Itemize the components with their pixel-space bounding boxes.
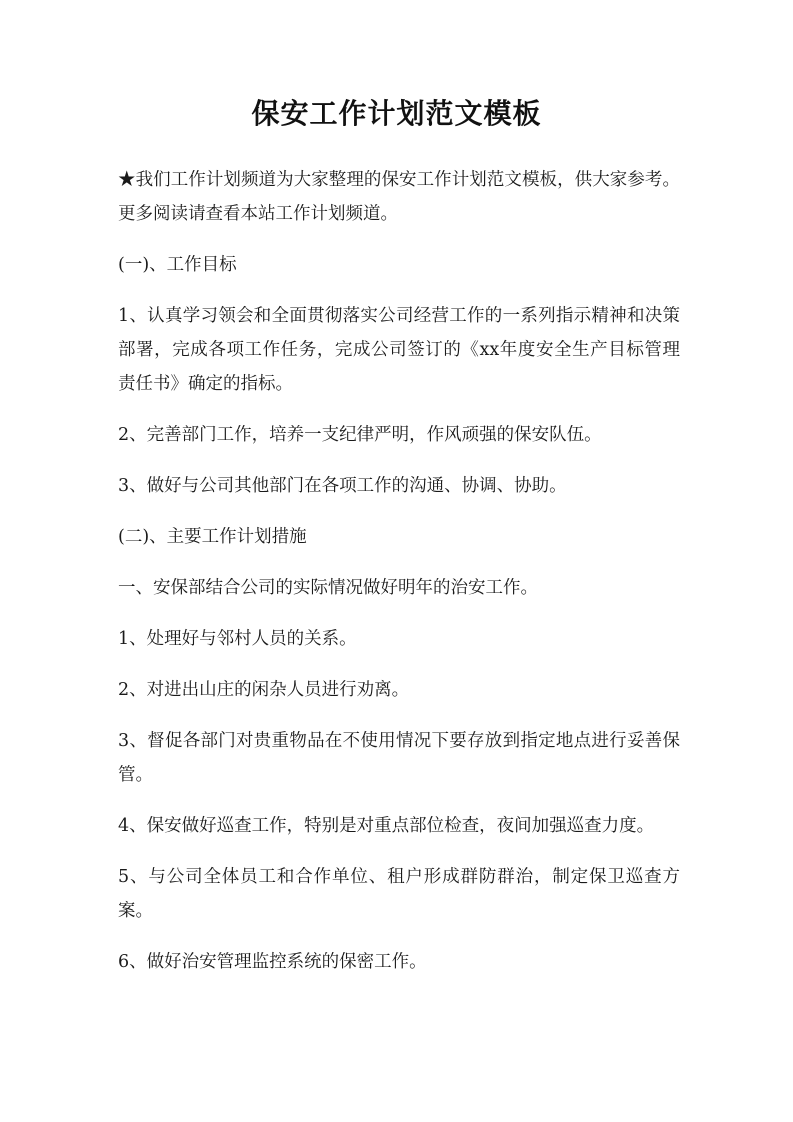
measure-item-5: 5、与公司全体员工和合作单位、租户形成群防群治，制定保卫巡查方案。	[118, 867, 680, 921]
goal-item-3: 3、做好与公司其他部门在各项工作的沟通、协调、协助。	[118, 476, 567, 496]
measure-item-2: 2、对进出山庄的闲杂人员进行劝离。	[118, 680, 410, 700]
measure-item-3: 3、督促各部门对贵重物品在不使用情况下要存放到指定地点进行妥善保管。	[118, 731, 680, 785]
measure-item-6: 6、做好治安管理监控系统的保密工作。	[118, 952, 427, 972]
document-title: 保安工作计划范文模板	[251, 97, 542, 130]
measure-item-1: 1、处理好与邻村人员的关系。	[118, 629, 357, 649]
document-body	[118, 163, 680, 996]
intro-paragraph: ★我们工作计划频道为大家整理的保安工作计划范文模板，供大家参考。更多阅读请查看本站工作计划频道。	[118, 170, 680, 224]
goal-item-1: 1、认真学习领会和全面贯彻落实公司经营工作的一系列指示精神和决策部署，完成各项工作任务，完成公司签订的《xx年度安全生产目标管理责任书》确定的指标。	[118, 306, 680, 394]
section-heading-goals: (一)、工作目标	[118, 255, 237, 275]
goal-item-2: 2、完善部门工作，培养一支纪律严明，作风顽强的保安队伍。	[118, 425, 602, 445]
section-heading-measures: (二)、主要工作计划措施	[118, 527, 307, 547]
measure-item-4: 4、保安做好巡查工作，特别是对重点部位检查，夜间加强巡查力度。	[118, 816, 655, 836]
measures-subheading: 一、安保部结合公司的实际情况做好明年的治安工作。	[118, 578, 538, 598]
